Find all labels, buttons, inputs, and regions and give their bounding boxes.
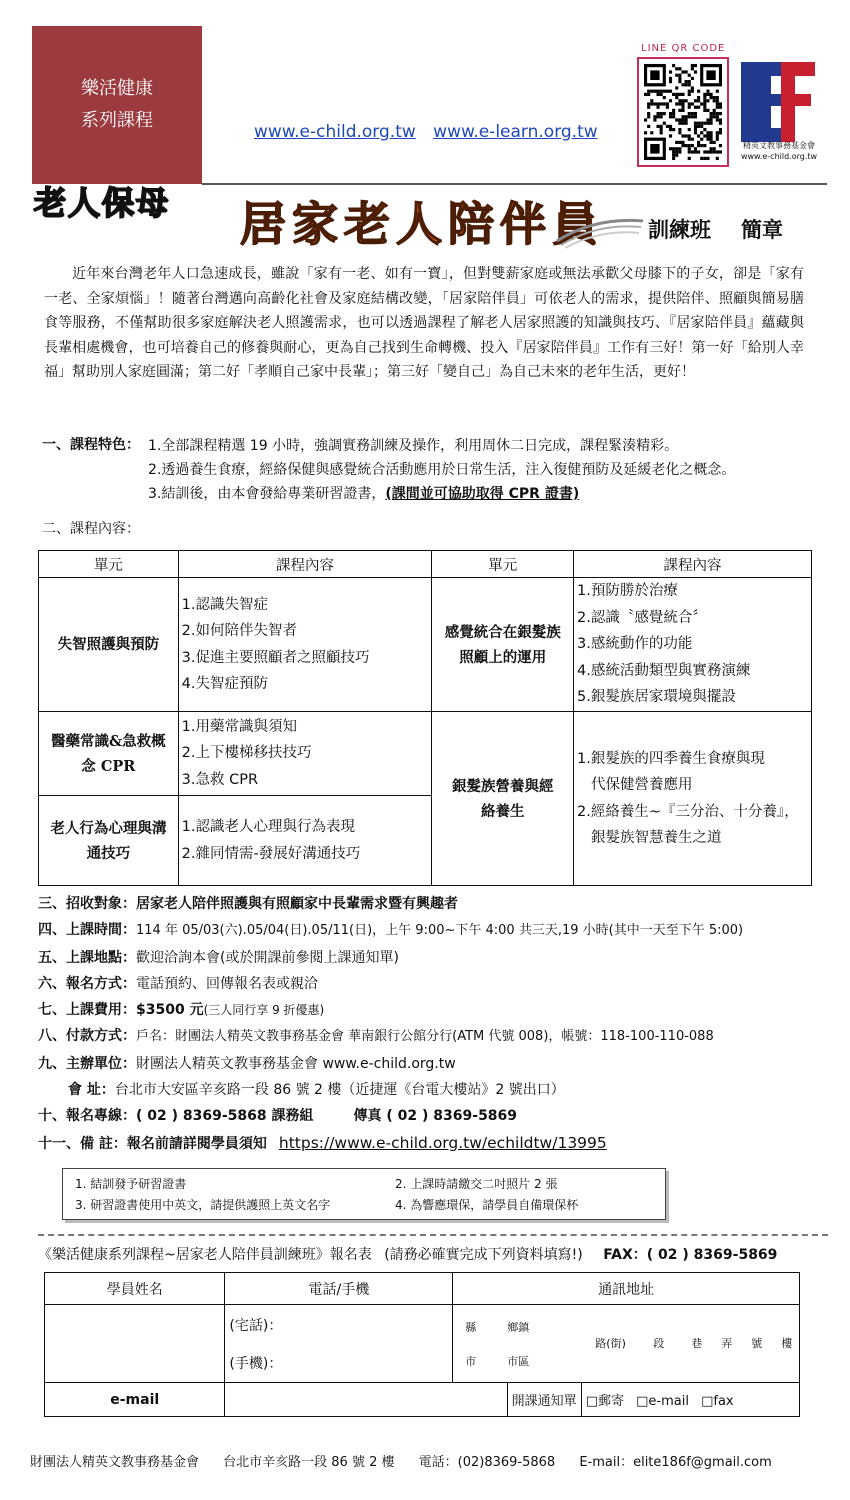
- unit-nutrition: [432, 712, 574, 886]
- series-line-1: 樂活健康: [81, 78, 153, 99]
- url-e-learn[interactable]: www.e-learn.org.tw: [433, 122, 598, 142]
- addr-number: 號: [751, 1336, 763, 1350]
- list-item: 1.認識老人心理與行為表現: [181, 819, 355, 835]
- info-key: 五、上課地點：: [38, 949, 136, 966]
- info-value: 台北市大安區辛亥路一段 86 號 2 樓（近捷運《台電大樓站》2 號出口）: [114, 1082, 565, 1099]
- info-section: [38, 891, 828, 1157]
- note-3: 3. 研習證書使用中英文，請提供護照上英文名字: [75, 1198, 331, 1212]
- footer: [30, 1451, 820, 1470]
- table-row: [39, 712, 812, 796]
- addr-road: 路(街): [595, 1336, 626, 1350]
- info-key: 九、主辦單位：: [38, 1055, 136, 1072]
- info-place: [38, 945, 828, 971]
- registration-form: [44, 1272, 800, 1417]
- col-unit: 單元: [432, 551, 574, 578]
- info-key: 十、報名專線：: [38, 1108, 136, 1125]
- unit-sensory-items: [574, 578, 812, 712]
- swoosh-decoration-icon: [555, 213, 645, 249]
- table-row: [39, 578, 812, 712]
- list-item: 2.認識〝感覺統合〞: [577, 609, 707, 626]
- sub-title: 老人保母: [34, 184, 171, 222]
- notice-fax-checkbox[interactable]: □fax: [701, 1394, 734, 1409]
- address-input[interactable]: [453, 1305, 800, 1383]
- info-key: 六、報名方式：: [38, 975, 136, 992]
- info-key: 八、付款方式：: [38, 1028, 136, 1045]
- unit-medical-items: [178, 712, 432, 796]
- addr-section: 段: [653, 1336, 665, 1350]
- addr-district: 市區: [507, 1354, 530, 1368]
- list-item: 1.用藥常識與須知: [181, 718, 297, 735]
- unit-nutrition-items: [574, 712, 812, 886]
- org-url-text: www.e-child.org.tw: [740, 152, 818, 161]
- feature-item-3: [148, 482, 735, 506]
- list-item: 3.感統動作的功能: [577, 636, 693, 653]
- feature-item-2: 2.透過養生食療，經絡保健與感覺統合活動應用於日常生活，注入復健預防及延緩老化之概念。: [148, 462, 736, 478]
- notice-mail-checkbox[interactable]: □郵寄: [585, 1394, 624, 1409]
- intro-paragraph: 近年來台灣老年人口急速成長，雖說「家有一老、如有一寶」，但對雙薪家庭或無法承歡父母膝下的子女，卻是「家有一老、全家煩惱」！隨著台灣邁向高齡化社會及家庭結構改變，「居家陪伴員」可依老人的需求，提供陪伴、照顧與簡易膳食等服務，不僅幫助很多家庭解決老人照護需求，也可以透過課程了解老人居家照護的知識與技巧、『居家陪伴員』蘊藏與長輩相處機會，也可培養自己的修養與耐心，更為自己找到生命轉機、投入『居家陪伴員』工作有三好！第一好「給別人幸福」幫助別人家庭圓滿；第二好「孝順自己家中長輩」；第三好「變自己」為自己未來的老年生活，更好！: [44, 266, 804, 381]
- col-unit: 單元: [39, 551, 179, 578]
- feature-item-3-text: 3.結訓後，由本會發給專業研習證書，: [148, 486, 386, 502]
- list-item: 2.如何陪伴失智者: [181, 623, 297, 639]
- note-4: 4. 為響應環保，請學員自備環保杯: [395, 1198, 579, 1212]
- footer-org: 財團法人精英文教事務基金會: [30, 1455, 200, 1470]
- col-phone: 電話/手機: [225, 1273, 453, 1305]
- info-value: 居家老人陪伴照護與有照顧家中長輩需求暨有興趣者: [136, 896, 458, 912]
- info-signup: [38, 971, 828, 997]
- unit-psychology-text: 老人行為心理與溝通技巧: [50, 819, 167, 862]
- notice-email-checkbox[interactable]: □e-mail: [636, 1394, 689, 1409]
- form-header-row: [45, 1273, 800, 1305]
- info-value: 財團法人精英文教事務基金會 www.e-child.org.tw: [136, 1055, 456, 1072]
- note-1: 1. 結訓發予研習證書: [75, 1177, 187, 1191]
- fee-note: (三人同行享 9 折優惠): [203, 1003, 325, 1018]
- series-line-2: 系列課程: [81, 110, 153, 131]
- list-item: 5.銀髮族居家環境與擺設: [577, 689, 736, 706]
- student-notice-link[interactable]: https://www.e-child.org.tw/echildtw/13995: [278, 1133, 607, 1152]
- unit-psychology-items: [178, 796, 432, 886]
- features-label: 一、課程特色：: [42, 437, 140, 453]
- unit-psychology: [39, 796, 179, 886]
- addr-county: 縣: [465, 1320, 477, 1334]
- url-e-child[interactable]: www.e-child.org.tw: [254, 122, 416, 142]
- info-key: 會 址：: [68, 1082, 115, 1099]
- notes-box: [62, 1168, 666, 1220]
- hotline-fax: 傳真 ( 02 ) 8369-5869: [353, 1108, 518, 1125]
- info-hotline: [38, 1103, 828, 1129]
- fee-amount: $3500 元: [136, 1002, 204, 1019]
- col-student-name: 學員姓名: [45, 1273, 225, 1305]
- list-item: 3.促進主要照顧者之照顧技巧: [181, 649, 370, 666]
- title-subheading: [648, 214, 813, 244]
- qr-label: LINE QR CODE: [641, 43, 726, 54]
- course-table: [38, 550, 812, 886]
- form-entry-row: [45, 1305, 800, 1383]
- addr-lane: 巷: [691, 1336, 703, 1350]
- unit-medical: [39, 712, 179, 796]
- form-email-row: [45, 1383, 800, 1417]
- unit-sensory-text: 感覺統合在銀髮族照顧上的運用: [444, 623, 561, 666]
- notice-options: [581, 1383, 799, 1417]
- list-item: 4.失智症預防: [181, 676, 268, 692]
- list-item: 2.雜同情需-發展好溝通技巧: [181, 845, 361, 862]
- feature-item-3-highlight: (課間並可協助取得 CPR 證書): [385, 486, 580, 502]
- list-item: 2.上下樓梯移扶技巧: [181, 745, 312, 762]
- unit-dementia: 失智照護與預防: [39, 578, 179, 712]
- footer-address: 台北市辛亥路一段 86 號 2 樓: [223, 1455, 395, 1470]
- info-key: 四、上課時間：: [38, 922, 136, 939]
- main-title: 居家老人陪伴員: [240, 197, 604, 251]
- feature-item-1: 1.全部課程精選 19 小時，強調實務訓練及操作，利用周休二日完成，課程緊湊精彩。: [148, 438, 679, 454]
- header-divider: [202, 183, 827, 185]
- info-remark: [38, 1130, 828, 1157]
- student-name-input[interactable]: [45, 1305, 225, 1383]
- info-value: 114 年 05/03(六).05/04(日).05/11(日)，上午 9:00~下午 4:00 共三天,19 小時(其中一天至下午 5:00): [136, 923, 744, 939]
- list-item: 1.銀髮族的四季養生食療與現: [577, 750, 765, 767]
- hotline-phone[interactable]: ( 02 ) 8369-5868 課務組: [136, 1108, 314, 1125]
- list-item: 1.預防勝於治療: [577, 583, 678, 600]
- qr-code-icon[interactable]: [637, 57, 729, 167]
- addr-floor: 樓: [781, 1336, 793, 1350]
- unit-sensory: [432, 578, 574, 712]
- list-item: 銀髮族智慧養生之道: [591, 830, 722, 846]
- list-item: 代保健營養應用: [591, 777, 693, 793]
- unit-dementia-items: [178, 578, 432, 712]
- list-item: 4.感統活動類型與實務演練: [577, 662, 751, 679]
- list-item: 2.經絡養生~『三分治、十分養』，: [577, 803, 799, 820]
- form-fax: FAX：( 02 ) 8369-5869: [603, 1247, 778, 1263]
- note-2: 2. 上課時請繳交二吋照片 2 張: [395, 1177, 558, 1191]
- addr-alley: 弄: [721, 1336, 733, 1350]
- notice-label: 開課通知單: [507, 1383, 581, 1417]
- footer-email: E-mail：elite186f@gmail.com: [579, 1455, 772, 1470]
- footer-phone: 電話：(02)8369-5868: [418, 1455, 556, 1470]
- form-title: [38, 1244, 777, 1264]
- website-links: [254, 122, 610, 142]
- list-item: 1.認識失智症: [181, 596, 268, 613]
- col-address: 通訊地址: [453, 1273, 800, 1305]
- form-instruction: (請務必確實完成下列資料填寫!): [384, 1247, 583, 1263]
- phone-input[interactable]: [225, 1305, 453, 1383]
- addr-town: 鄉鎮: [507, 1320, 530, 1334]
- col-content: 課程內容: [574, 551, 812, 578]
- unit-medical-text: 醫藥常識&急救概念 CPR: [51, 732, 166, 775]
- info-payment: [38, 1023, 828, 1050]
- phone-home-label: (宅話)：: [229, 1317, 283, 1334]
- subheading-training: 訓練班: [648, 218, 711, 242]
- cut-line: [38, 1234, 828, 1236]
- info-value: 報名前請詳閱學員須知: [126, 1135, 267, 1152]
- phone-mobile-label: (手機)：: [229, 1355, 283, 1372]
- email-input[interactable]: [225, 1383, 507, 1417]
- qr-code-graphic: [644, 64, 722, 160]
- info-time: [38, 917, 828, 944]
- col-content: 課程內容: [178, 551, 432, 578]
- info-host: [38, 1051, 828, 1077]
- logo-letters: EF: [777, 116, 779, 117]
- info-value: 戶名：財團法人精英文教事務基金會 華南銀行公館分行(ATM 代號 008)，帳號：118-100-110-088: [136, 1029, 714, 1045]
- info-target: [38, 891, 828, 917]
- info-key: 七、上課費用：: [38, 1002, 136, 1019]
- series-tag: [32, 26, 202, 184]
- features-list: [148, 434, 735, 506]
- content-label: 二、課程內容：: [42, 521, 140, 537]
- list-item: 3.急救 CPR: [181, 771, 259, 788]
- info-value: 電話預約、回傳報名表或親洽: [136, 975, 318, 992]
- org-name-text: 精英文教事務基金會: [743, 141, 815, 150]
- info-value: 歡迎洽詢本會(或於開課前參閱上課通知單): [136, 949, 399, 966]
- email-label: e-mail: [45, 1383, 225, 1417]
- info-address: [38, 1077, 828, 1103]
- course-table-header: [39, 551, 812, 578]
- info-fee: [38, 997, 828, 1023]
- unit-nutrition-text: 銀髮族營養與經絡養生: [451, 777, 554, 820]
- subheading-brochure: 簡章: [741, 218, 783, 242]
- addr-city: 市: [465, 1354, 477, 1368]
- foundation-name: [734, 140, 824, 162]
- info-key: 十一、備 註：: [38, 1135, 127, 1152]
- info-key: 三、招收對象：: [38, 896, 136, 912]
- form-title-text: 《樂活健康系列課程~居家老人陪伴員訓練班》報名表: [38, 1247, 372, 1263]
